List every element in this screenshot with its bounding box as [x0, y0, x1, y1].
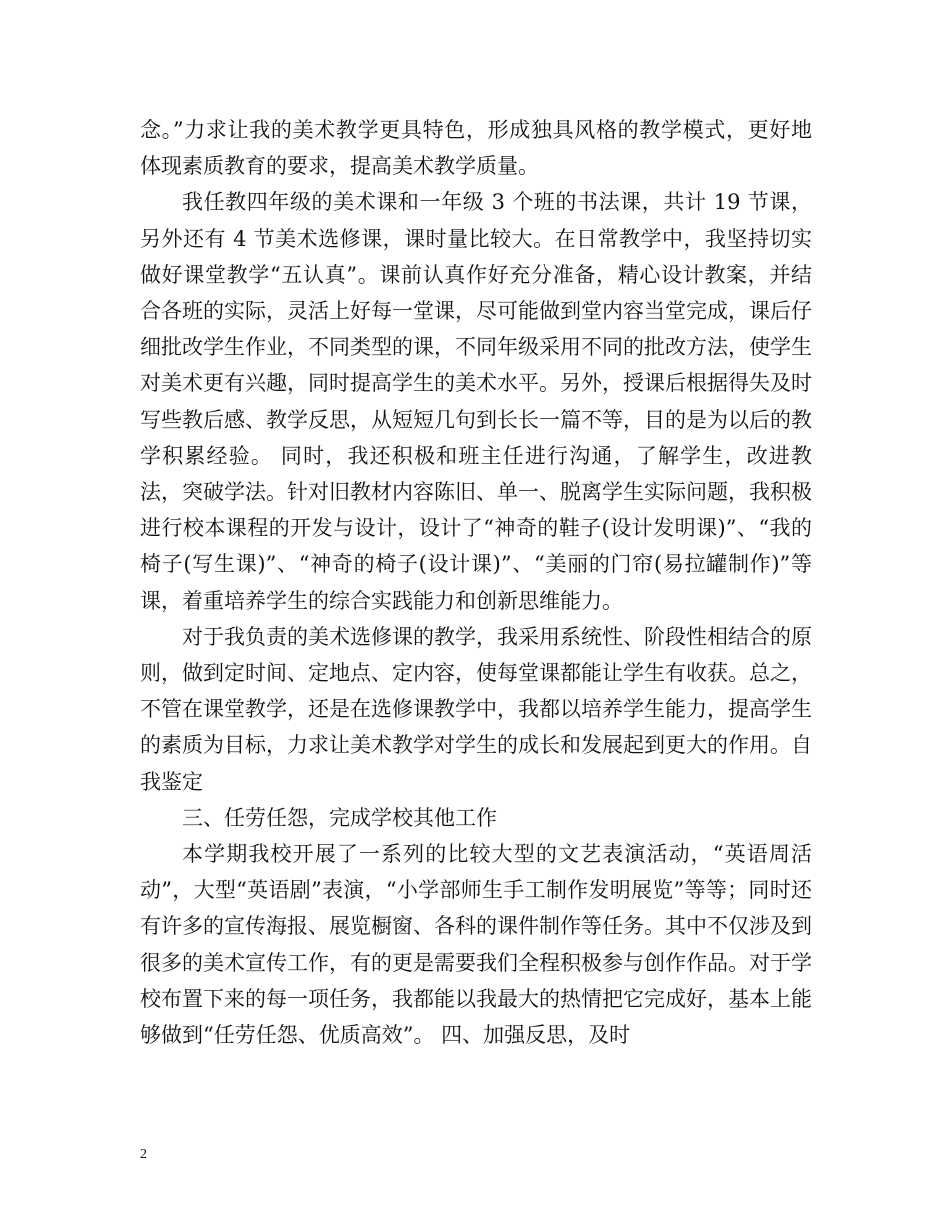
document-body: [140, 112, 812, 1053]
section-heading-3: 三、任劳任怨，完成学校其他工作: [182, 805, 497, 830]
paragraph-1: 念。”力求让我的美术教学更具特色，形成独具风格的教学模式，更好地体现素质教育的要求，提高美术教学质量。: [140, 118, 812, 179]
paragraph-3: 对于我负责的美术选修课的教学，我采用系统性、阶段性相结合的原则，做到定时间、定地点、定内容，使每堂课都能让学生有收获。总之，不管在课堂教学，还是在选修课教学中，我都以培养学生能力，提高学生的素质为目标，力求让美术教学对学生的成长和发展起到更大的作用。自我鉴定: [140, 624, 812, 794]
paragraph-2: 我任教四年级的美术课和一年级 3 个班的书法课，共计 19 节课，另外还有 4 节美术选修课，课时量比较大。在日常教学中，我坚持切实做好课堂教学“五认真”。课前认真作好充分准备，精心设计教案，并结合各班的实际，灵活上好每一堂课，尽可能做到堂内容当堂完成，课后仔细批改学生作业，不同类型的课，不同年级采用不同的批改方法，使学生对美术更有兴趣，同时提高学生的美术水平。另外，授课后根据得失及时写些教后感、教学反思，从短短几句到长长一篇不等，目的是为以后的教学积累经验。 同时，我还积极和班主任进行沟通，了解学生，改进教法，突破学法。针对旧教材内容陈旧、单一、脱离学生实际问题，我积极进行校本课程的开发与设计，设计了“神奇的鞋子(设计发明课)”、“我的椅子(写生课)”、“神奇的椅子(设计课)”、“美丽的门帘(易拉罐制作)”等课，着重培养学生的综合实践能力和创新思维能力。: [140, 190, 812, 613]
paragraph-4: 本学期我校开展了一系列的比较大型的文艺表演活动，“英语周活动”，大型“英语剧”表演，“小学部师生手工制作发明展览”等等；同时还有许多的宣传海报、展览橱窗、各科的课件制作等任务。其中不仅涉及到很多的美术宣传工作，有的更是需要我们全程积极参与创作作品。对于学校布置下来的每一项任务，我都能以我最大的热情把它完成好，基本上能够做到“任劳任怨、优质高效”。 四、加强反思，及时: [140, 842, 812, 1048]
page-number: 2: [140, 1147, 147, 1162]
